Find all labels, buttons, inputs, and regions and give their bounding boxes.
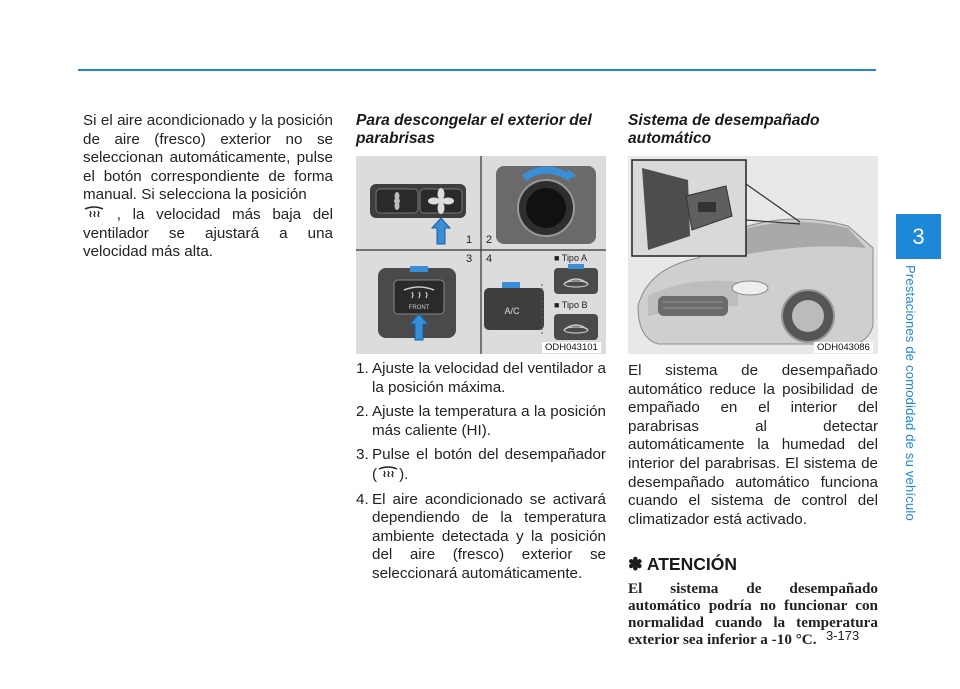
list-item: 3. Pulse el botón del desempañador ( ). [356,446,606,483]
figure-label-4: 4 [486,253,493,265]
figure-label-1: 1 [466,234,473,246]
attention-title: ✽ ATENCIÓN [628,554,737,575]
defrost-steps [356,360,606,590]
front-defrost-panel [378,266,456,340]
auto-defog-text [628,362,878,648]
figure-code: ODH043101 [542,342,601,353]
chapter-title: Prestaciones de comodidad de su vehículo [903,265,918,521]
intro-paragraph [83,112,333,262]
steps-list [356,360,606,584]
ac-label: A/C [504,306,520,316]
section-heading: Sistema de desempañado automático [628,112,820,147]
fan-low-icon [394,192,400,210]
column-defrost-exterior [356,112,606,148]
list-item: 4. El aire acondicionado se activará dependiendo de la temperatura ambiente detectada y la posición del aire (fresco) exterior se seleccionará automáticamente. [356,490,606,582]
intro-text-b: , la velocidad más baja del ventilador se ajustará a una velocidad más alta. [83,205,333,261]
auto-defog-paragraph: El sistema de desempañado automático reduce la posibilidad de empañado en el interior del parabrisas al detectar automáticamente la humedad del interior del parabrisas. El sistema de desempañado automático funciona cuando el sistema de control del climatizador está activado. [628,362,878,528]
section-heading: Para descongelar el exterior del parabrisas [356,112,592,147]
figure-label-2: 2 [486,234,493,246]
chapter-tab: 3 [896,214,941,259]
figure-defrost-controls [356,156,606,354]
page-number: 3-173 [826,628,860,643]
defrost-icon [377,465,399,481]
column-auto-defog [628,112,878,148]
figure-auto-defog-car [628,156,878,354]
top-rule [78,69,876,71]
temperature-knob-panel [496,166,596,244]
temperature-knob-icon [526,188,566,228]
type-a-label: ■ Tipo A [554,253,587,263]
intro-text-a: Si el aire acondicionado y la posición de aire (fresco) exterior no se seleccionan automáticamente, pulse el botón correspondiente de forma manual. Si selecciona la posición [83,112,333,204]
front-label: FRONT [408,305,430,311]
car-illustration [628,156,878,354]
list-item: 1. Ajuste la velocidad del ventilador a la posición máxima. [356,360,606,396]
list-item: 2. Ajuste la temperatura a la posición más caliente (HI). [356,403,606,439]
attention-text: El sistema de desempañado automático podría no funcionar con normalidad cuando la temperatura exterior sea inferior a -10 °C. [628,579,878,648]
type-b-label: ■ Tipo B [554,300,588,310]
figure-label-3: 3 [466,253,473,265]
defrost-icon [83,205,105,221]
figure-code: ODH043086 [814,342,873,353]
